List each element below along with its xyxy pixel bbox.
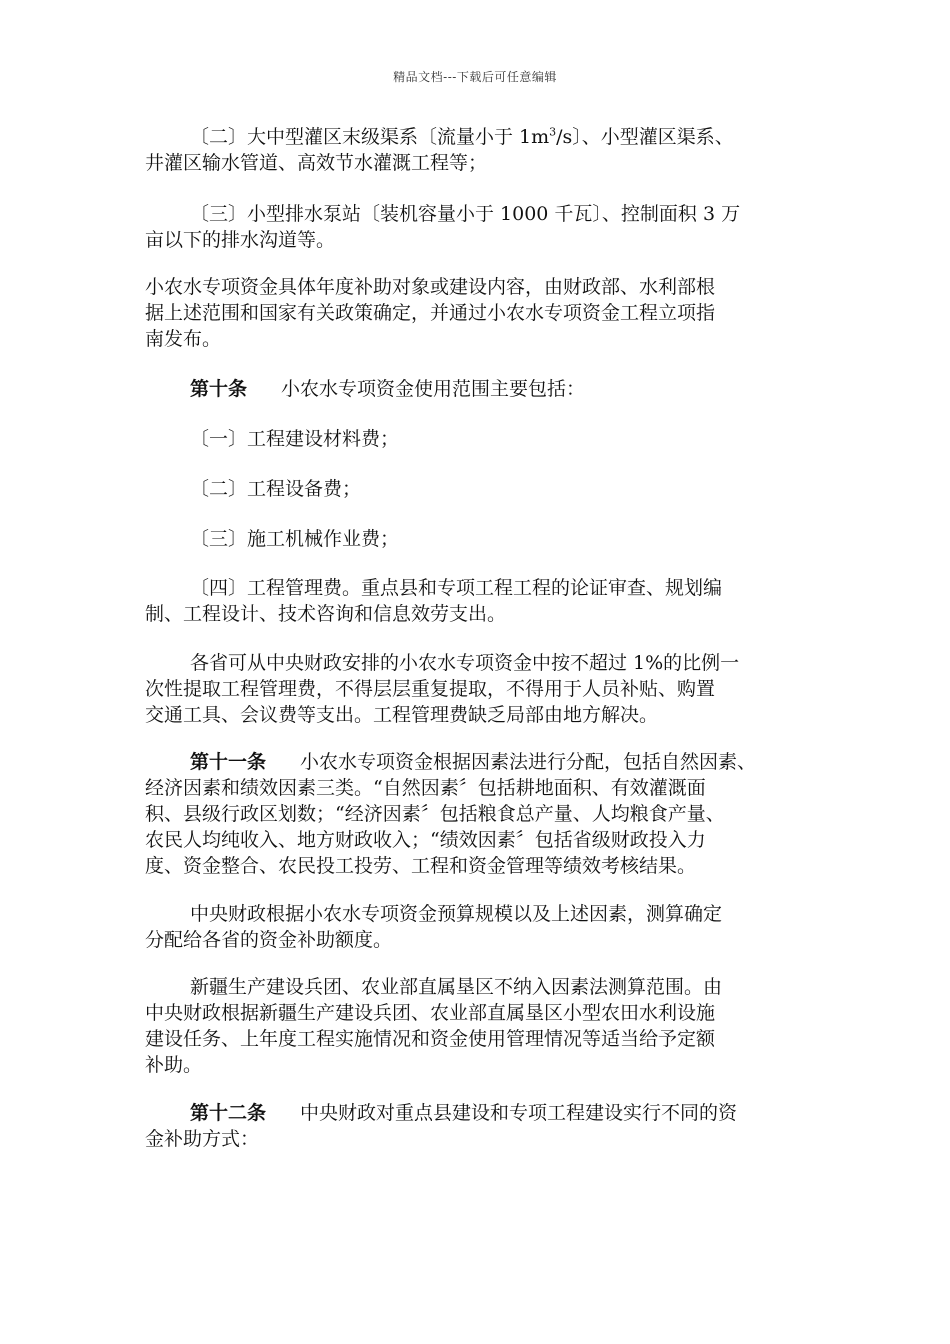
article-10-label: 第十条 [190, 378, 248, 400]
item-materials: 〔一〕工程建设材料费； [190, 428, 400, 450]
para-fee-line-3: 交通工具、会议费等支出。工程管理费缺乏局部由地方解决。 [145, 704, 659, 726]
para-drainage-line-2: 亩以下的排水沟道等。 [145, 229, 336, 251]
page-header: 精品文档---下载后可任意编辑 [393, 70, 557, 84]
para-allocation-line-2: 分配给各省的资金补助额度。 [145, 929, 393, 951]
article-11-line-4: 农民人均纯收入、地方财政收入；“绩效因素〞包括省级财政投入力 [145, 829, 706, 851]
para-fee-line-1: 各省可从中央财政安排的小农水专项资金中按不超过 1%的比例一 [190, 652, 740, 674]
item-equipment: 〔二〕工程设备费； [190, 478, 362, 500]
article-12-line-2: 金补助方式： [145, 1128, 260, 1150]
article-11-line-2: 经济因素和绩效因素三类。“自然因素〞包括耕地面积、有效灌溉面 [145, 777, 706, 799]
article-12-label: 第十二条 [190, 1102, 267, 1124]
para-irrigation-line-2: 井灌区输水管道、高效节水灌溉工程等； [145, 152, 488, 174]
article-12: 第十二条 中央财政对重点县建设和专项工程建设实行不同的资 [190, 1102, 738, 1124]
para-drainage-line-1: 〔三〕小型排水泵站〔装机容量小于 1000 千瓦〕、控制面积 3 万 [190, 203, 741, 225]
para-xinjiang-line-1: 新疆生产建设兵团、农业部直属垦区不纳入因素法测算范围。由 [190, 976, 723, 998]
article-10: 第十条 小农水专项资金使用范围主要包括： [190, 378, 586, 400]
article-11-line-3: 积、县级行政区划数；“经济因素〞包括粮食总产量、人均粮食产量、 [145, 803, 725, 825]
para-xinjiang-line-4: 补助。 [145, 1054, 203, 1076]
para-scope-line-1: 小农水专项资金具体年度补助对象或建设内容，由财政部、水利部根 [145, 276, 716, 298]
para-fee-line-2: 次性提取工程管理费，不得层层重复提取，不得用于人员补贴、购置 [145, 678, 716, 700]
para-irrigation-line-1: 〔二〕大中型灌区末级渠系〔流量小于 $1m^3/s$〕、小型灌区渠系、 [190, 125, 734, 148]
item-machinery: 〔三〕施工机械作业费； [190, 528, 400, 550]
para-xinjiang-line-2: 中央财政根据新疆生产建设兵团、农业部直属垦区小型农田水利设施 [145, 1002, 716, 1024]
article-11-line-5: 度、资金整合、农民投工投劳、工程和资金管理等绩效考核结果。 [145, 855, 697, 877]
article-11-label: 第十一条 [190, 751, 267, 773]
item-management-line-2: 制、工程设计、技术咨询和信息效劳支出。 [145, 603, 507, 625]
para-allocation-line-1: 中央财政根据小农水专项资金预算规模以及上述因素，测算确定 [190, 903, 723, 925]
para-scope-line-2: 据上述范围和国家有关政策确定，并通过小农水专项资金工程立项指 [145, 302, 716, 324]
item-management-line-1: 〔四〕工程管理费。重点县和专项工程工程的论证审查、规划编 [190, 577, 723, 599]
para-xinjiang-line-3: 建设任务、上年度工程实施情况和资金使用管理情况等适当给予定额 [145, 1028, 716, 1050]
para-scope-line-3: 南发布。 [145, 328, 222, 350]
article-11: 第十一条 小农水专项资金根据因素法进行分配，包括自然因素、 [190, 751, 757, 773]
